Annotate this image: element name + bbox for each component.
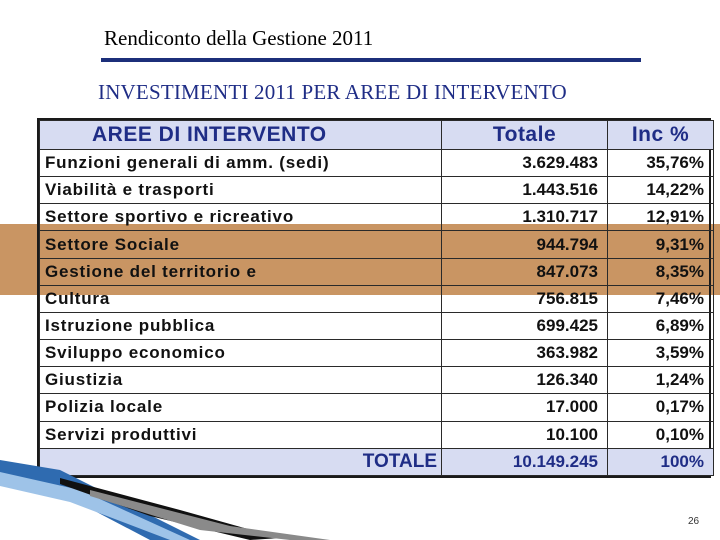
cell-area: Istruzione pubblica	[40, 312, 442, 339]
cell-inc: 3,59%	[608, 340, 714, 367]
cell-inc: 8,35%	[608, 258, 714, 285]
cell-inc: 9,31%	[608, 231, 714, 258]
cell-area: Gestione del territorio e	[40, 258, 442, 285]
cell-inc: 7,46%	[608, 285, 714, 312]
table-row	[40, 394, 714, 421]
cell-total: 944.794	[442, 231, 608, 258]
total-value: 10.149.245	[442, 448, 608, 475]
cell-area: Settore sportivo e ricreativo	[40, 204, 442, 231]
cell-area: Cultura	[40, 285, 442, 312]
cell-total: 1.310.717	[442, 204, 608, 231]
table-row	[40, 204, 714, 231]
cell-inc: 0,17%	[608, 394, 714, 421]
cell-inc: 1,24%	[608, 367, 714, 394]
table-row	[40, 285, 714, 312]
cell-area: Viabilità e trasporti	[40, 177, 442, 204]
column-header-total: Totale	[442, 121, 608, 150]
table-row-highlighted	[40, 231, 714, 258]
cell-total: 126.340	[442, 367, 608, 394]
decorative-swoosh	[0, 450, 720, 540]
cell-area: Settore Sociale	[40, 231, 442, 258]
cell-inc: 35,76%	[608, 150, 714, 177]
slide-title: INVESTIMENTI 2011 PER AREE DI INTERVENTO	[98, 80, 567, 104]
cell-total: 10.100	[442, 421, 608, 448]
header-rule	[101, 58, 641, 62]
cell-inc: 14,22%	[608, 177, 714, 204]
cell-total: 756.815	[442, 285, 608, 312]
table-row	[40, 367, 714, 394]
table-row	[40, 421, 714, 448]
cell-total: 1.443.516	[442, 177, 608, 204]
table-row	[40, 177, 714, 204]
cell-inc: 12,91%	[608, 204, 714, 231]
table-row	[40, 150, 714, 177]
cell-total: 3.629.483	[442, 150, 608, 177]
cell-total: 17.000	[442, 394, 608, 421]
cell-area: Sviluppo economico	[40, 340, 442, 367]
total-label: TOTALE	[40, 448, 442, 475]
cell-inc: 6,89%	[608, 312, 714, 339]
investments-table	[37, 118, 711, 478]
data-table	[39, 120, 714, 476]
cell-area: Funzioni generali di amm. (sedi)	[40, 150, 442, 177]
page-number: 26	[688, 516, 700, 527]
cell-inc: 0,10%	[608, 421, 714, 448]
table-header-row	[40, 121, 714, 150]
cell-area: Giustizia	[40, 367, 442, 394]
table-row	[40, 312, 714, 339]
cell-total: 699.425	[442, 312, 608, 339]
column-header-inc: Inc %	[608, 121, 714, 150]
cell-area: Polizia locale	[40, 394, 442, 421]
slide-header: Rendiconto della Gestione 2011	[104, 26, 374, 50]
column-header-area: AREE DI INTERVENTO	[40, 121, 442, 150]
total-inc: 100%	[608, 448, 714, 475]
table-row-highlighted	[40, 258, 714, 285]
table-row	[40, 340, 714, 367]
cell-area: Servizi produttivi	[40, 421, 442, 448]
cell-total: 847.073	[442, 258, 608, 285]
cell-total: 363.982	[442, 340, 608, 367]
